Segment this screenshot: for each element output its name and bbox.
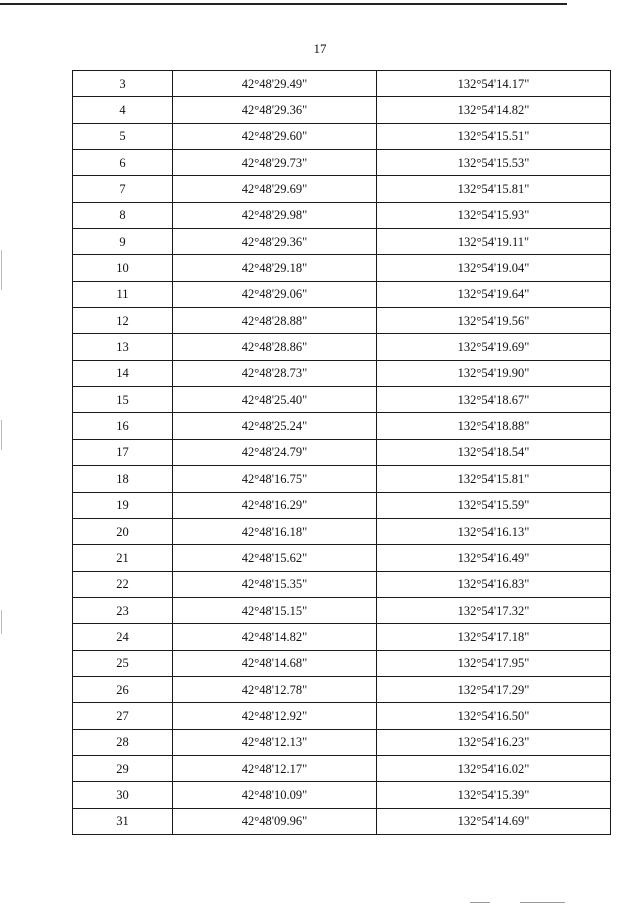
table-row [73, 703, 611, 729]
point-number-cell: 24 [73, 624, 173, 650]
latitude-cell: 42°48'28.73" [173, 360, 377, 386]
point-number-cell: 19 [73, 492, 173, 518]
table-row [73, 413, 611, 439]
table-row [73, 308, 611, 334]
latitude-cell: 42°48'14.82" [173, 624, 377, 650]
table-row [73, 571, 611, 597]
table-row [73, 255, 611, 281]
latitude-cell: 42°48'28.86" [173, 334, 377, 360]
longitude-cell: 132°54'19.56" [377, 308, 611, 334]
table-row [73, 334, 611, 360]
table-row [73, 176, 611, 202]
latitude-cell: 42°48'12.13" [173, 729, 377, 755]
point-number-cell: 29 [73, 755, 173, 781]
coordinates-table-body [73, 71, 611, 835]
longitude-cell: 132°54'19.90" [377, 360, 611, 386]
latitude-cell: 42°48'29.69" [173, 176, 377, 202]
latitude-cell: 42°48'29.60" [173, 123, 377, 149]
point-number-cell: 11 [73, 281, 173, 307]
longitude-cell: 132°54'15.51" [377, 123, 611, 149]
latitude-cell: 42°48'09.96" [173, 808, 377, 834]
point-number-cell: 31 [73, 808, 173, 834]
point-number-cell: 17 [73, 439, 173, 465]
table-row [73, 545, 611, 571]
longitude-cell: 132°54'16.50" [377, 703, 611, 729]
scan-artifact [1, 250, 2, 290]
latitude-cell: 42°48'12.92" [173, 703, 377, 729]
table-row [73, 97, 611, 123]
table-row [73, 229, 611, 255]
longitude-cell: 132°54'19.11" [377, 229, 611, 255]
latitude-cell: 42°48'25.40" [173, 387, 377, 413]
latitude-cell: 42°48'29.06" [173, 281, 377, 307]
longitude-cell: 132°54'17.95" [377, 650, 611, 676]
point-number-cell: 22 [73, 571, 173, 597]
scan-artifact [1, 610, 2, 634]
table-row [73, 492, 611, 518]
table-row [73, 755, 611, 781]
coordinates-table [72, 70, 611, 835]
point-number-cell: 18 [73, 466, 173, 492]
table-row [73, 597, 611, 623]
point-number-cell: 23 [73, 597, 173, 623]
latitude-cell: 42°48'28.88" [173, 308, 377, 334]
longitude-cell: 132°54'14.69" [377, 808, 611, 834]
longitude-cell: 132°54'15.81" [377, 466, 611, 492]
table-row [73, 202, 611, 228]
longitude-cell: 132°54'15.53" [377, 150, 611, 176]
table-row [73, 676, 611, 702]
latitude-cell: 42°48'29.36" [173, 97, 377, 123]
longitude-cell: 132°54'16.83" [377, 571, 611, 597]
longitude-cell: 132°54'15.59" [377, 492, 611, 518]
scan-edge-line [0, 3, 567, 5]
point-number-cell: 20 [73, 518, 173, 544]
point-number-cell: 5 [73, 123, 173, 149]
longitude-cell: 132°54'15.81" [377, 176, 611, 202]
longitude-cell: 132°54'14.82" [377, 97, 611, 123]
point-number-cell: 9 [73, 229, 173, 255]
latitude-cell: 42°48'29.98" [173, 202, 377, 228]
longitude-cell: 132°54'18.88" [377, 413, 611, 439]
table-row [73, 624, 611, 650]
latitude-cell: 42°48'15.35" [173, 571, 377, 597]
longitude-cell: 132°54'16.23" [377, 729, 611, 755]
latitude-cell: 42°48'15.15" [173, 597, 377, 623]
point-number-cell: 25 [73, 650, 173, 676]
point-number-cell: 16 [73, 413, 173, 439]
latitude-cell: 42°48'29.49" [173, 71, 377, 97]
longitude-cell: 132°54'19.69" [377, 334, 611, 360]
latitude-cell: 42°48'12.78" [173, 676, 377, 702]
table-row [73, 123, 611, 149]
table-row [73, 150, 611, 176]
table-row [73, 360, 611, 386]
point-number-cell: 8 [73, 202, 173, 228]
table-row [73, 782, 611, 808]
latitude-cell: 42°48'24.79" [173, 439, 377, 465]
latitude-cell: 42°48'12.17" [173, 755, 377, 781]
point-number-cell: 26 [73, 676, 173, 702]
scan-artifact [520, 902, 565, 903]
longitude-cell: 132°54'15.93" [377, 202, 611, 228]
longitude-cell: 132°54'16.13" [377, 518, 611, 544]
latitude-cell: 42°48'15.62" [173, 545, 377, 571]
point-number-cell: 21 [73, 545, 173, 571]
longitude-cell: 132°54'14.17" [377, 71, 611, 97]
point-number-cell: 7 [73, 176, 173, 202]
point-number-cell: 10 [73, 255, 173, 281]
scan-artifact [470, 902, 490, 903]
point-number-cell: 27 [73, 703, 173, 729]
table-row [73, 518, 611, 544]
longitude-cell: 132°54'16.02" [377, 755, 611, 781]
point-number-cell: 4 [73, 97, 173, 123]
point-number-cell: 3 [73, 71, 173, 97]
point-number-cell: 6 [73, 150, 173, 176]
latitude-cell: 42°48'25.24" [173, 413, 377, 439]
table-row [73, 387, 611, 413]
point-number-cell: 30 [73, 782, 173, 808]
latitude-cell: 42°48'29.36" [173, 229, 377, 255]
latitude-cell: 42°48'16.18" [173, 518, 377, 544]
longitude-cell: 132°54'17.29" [377, 676, 611, 702]
longitude-cell: 132°54'18.67" [377, 387, 611, 413]
latitude-cell: 42°48'16.75" [173, 466, 377, 492]
latitude-cell: 42°48'29.73" [173, 150, 377, 176]
longitude-cell: 132°54'15.39" [377, 782, 611, 808]
longitude-cell: 132°54'17.32" [377, 597, 611, 623]
point-number-cell: 14 [73, 360, 173, 386]
latitude-cell: 42°48'10.09" [173, 782, 377, 808]
point-number-cell: 15 [73, 387, 173, 413]
table-row [73, 650, 611, 676]
point-number-cell: 12 [73, 308, 173, 334]
table-row [73, 729, 611, 755]
longitude-cell: 132°54'19.04" [377, 255, 611, 281]
latitude-cell: 42°48'29.18" [173, 255, 377, 281]
page-number: 17 [313, 41, 327, 56]
point-number-cell: 28 [73, 729, 173, 755]
longitude-cell: 132°54'17.18" [377, 624, 611, 650]
longitude-cell: 132°54'16.49" [377, 545, 611, 571]
scan-artifact [1, 420, 2, 450]
point-number-cell: 13 [73, 334, 173, 360]
table-row [73, 439, 611, 465]
table-row [73, 466, 611, 492]
table-row [73, 281, 611, 307]
longitude-cell: 132°54'19.64" [377, 281, 611, 307]
table-row [73, 808, 611, 834]
table-row [73, 71, 611, 97]
longitude-cell: 132°54'18.54" [377, 439, 611, 465]
latitude-cell: 42°48'14.68" [173, 650, 377, 676]
latitude-cell: 42°48'16.29" [173, 492, 377, 518]
